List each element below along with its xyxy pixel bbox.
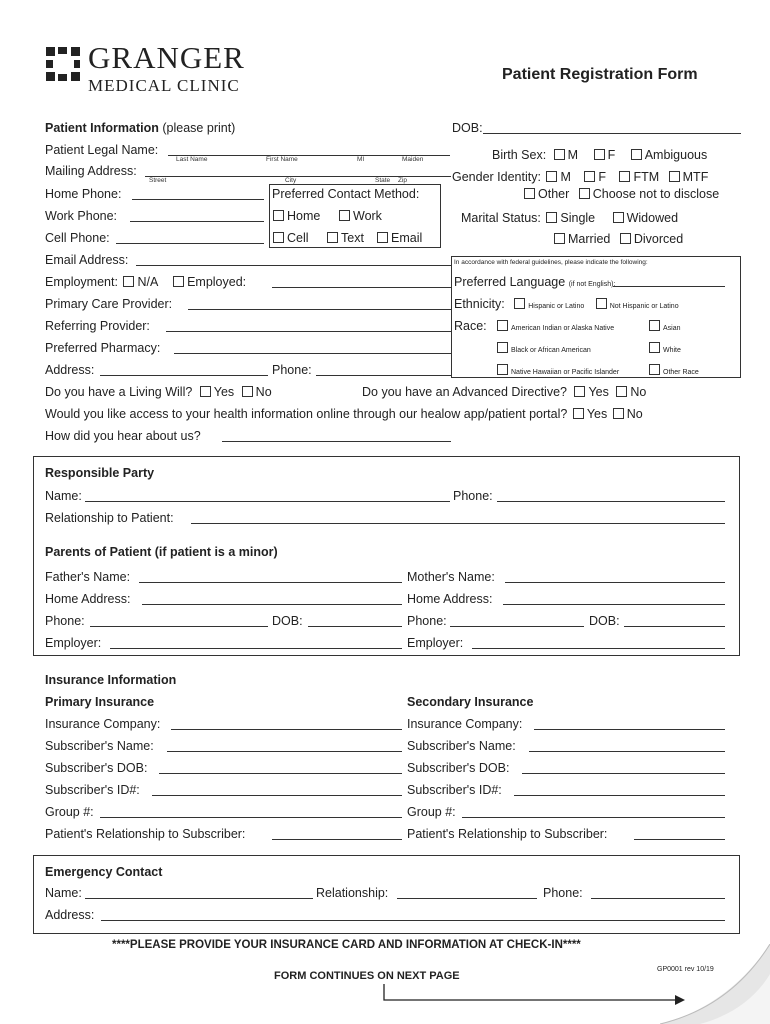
sub-street: Street: [149, 177, 167, 184]
form-title: Patient Registration Form: [502, 66, 698, 83]
rp-phone-label: Phone:: [453, 489, 493, 503]
hear-field[interactable]: [222, 441, 451, 442]
p-subname-label: Subscriber's Name:: [45, 739, 154, 753]
p-relationship-field[interactable]: [272, 839, 402, 840]
s-relationship-label: Patient's Relationship to Subscriber:: [407, 827, 608, 841]
mother-address-field[interactable]: [503, 604, 725, 605]
p-company-label: Insurance Company:: [45, 717, 161, 731]
check-in-notice: ****PLEASE PROVIDE YOUR INSURANCE CARD AND INFORMATION AT CHECK-IN****: [112, 939, 581, 951]
father-address-label: Home Address:: [45, 592, 131, 606]
advanced-directive-row: Do you have an Advanced Directive? Yes No: [362, 385, 647, 399]
pcp-field[interactable]: [188, 309, 451, 310]
ec-address-label: Address:: [45, 908, 95, 922]
pharmacy-phone-label: Phone:: [272, 363, 312, 377]
p-group-label: Group #:: [45, 805, 94, 819]
contact-option-email[interactable]: Email: [377, 231, 422, 245]
race-option-6[interactable]: Other Race: [649, 364, 699, 376]
checkbox-icon[interactable]: [546, 212, 557, 223]
ec-relationship-label: Relationship:: [316, 886, 389, 900]
emergency-title: Emergency Contact: [45, 865, 163, 879]
checkbox-icon[interactable]: [649, 320, 660, 331]
rp-name-label: Name:: [45, 489, 82, 503]
work-phone-field[interactable]: [130, 221, 264, 222]
arrow-right-icon: [383, 984, 693, 1006]
sub-city: City: [285, 177, 297, 184]
cell-phone-field[interactable]: [116, 243, 264, 244]
cell-phone-label: Cell Phone:: [45, 231, 110, 245]
p-group-field[interactable]: [100, 817, 402, 818]
checkbox-icon[interactable]: [497, 320, 508, 331]
s-company-field[interactable]: [534, 729, 725, 730]
checkbox-icon[interactable]: [584, 171, 595, 182]
p-relationship-label: Patient's Relationship to Subscriber:: [45, 827, 246, 841]
ec-name-label: Name:: [45, 886, 82, 900]
father-phone-field[interactable]: [90, 626, 268, 627]
sub-state: State: [375, 177, 391, 184]
rp-relationship-label: Relationship to Patient:: [45, 511, 174, 525]
home-phone-label: Home Phone:: [45, 187, 122, 201]
ethnicity-row: Ethnicity: Hispanic or Latino Not Hispanic or Latino: [454, 297, 679, 311]
birth-sex-row: Birth Sex: M F Ambiguous: [492, 148, 708, 162]
brand-name: GRANGER: [88, 40, 245, 75]
pharmacy-address-label: Address:: [45, 363, 95, 377]
race-option-3[interactable]: Black or African American: [497, 342, 591, 354]
mother-employer-field[interactable]: [472, 648, 725, 649]
sub-last-name: Last Name: [176, 156, 208, 163]
sub-zip: Zip: [398, 177, 408, 184]
checkbox-icon[interactable]: [497, 364, 508, 375]
ec-phone-label: Phone:: [543, 886, 583, 900]
s-subid-label: Subscriber's ID#:: [407, 783, 502, 797]
form-code: GP0001 rev 10/19: [657, 966, 714, 973]
checkbox-icon[interactable]: [339, 210, 350, 221]
checkbox-icon[interactable]: [554, 233, 565, 244]
work-phone-label: Work Phone:: [45, 209, 118, 223]
p-subdob-field[interactable]: [159, 773, 402, 774]
race-label: Race:: [454, 319, 487, 333]
sub-first-name: First Name: [266, 156, 298, 163]
race-option-1[interactable]: American Indian or Alaska Native: [497, 320, 614, 332]
checkbox-icon[interactable]: [242, 386, 253, 397]
race-option-4[interactable]: White: [649, 342, 681, 354]
language-row: Preferred Language (if not English):: [454, 275, 616, 289]
checkbox-icon[interactable]: [631, 149, 642, 160]
checkbox-icon[interactable]: [620, 233, 631, 244]
checkbox-icon[interactable]: [514, 298, 525, 309]
demographics-note: In accordance with federal guidelines, please indicate the following:: [454, 259, 648, 266]
checkbox-icon[interactable]: [173, 276, 184, 287]
ec-name-field[interactable]: [85, 898, 313, 899]
patient-info-heading: Patient Information (please print): [45, 121, 236, 135]
checkbox-icon[interactable]: [273, 232, 284, 243]
father-field[interactable]: [139, 582, 402, 583]
employer-field[interactable]: [272, 287, 451, 288]
p-subname-field[interactable]: [167, 751, 402, 752]
s-subname-field[interactable]: [529, 751, 725, 752]
mother-phone-label: Phone:: [407, 614, 447, 628]
checkbox-icon[interactable]: [524, 188, 535, 199]
mother-dob-field[interactable]: [624, 626, 725, 627]
mother-employer-label: Employer:: [407, 636, 464, 650]
contact-option-cell[interactable]: Cell: [273, 231, 309, 245]
mother-address-label: Home Address:: [407, 592, 493, 606]
checkbox-icon[interactable]: [200, 386, 211, 397]
contact-method-title: Preferred Contact Method:: [272, 187, 420, 201]
sub-mi: MI: [357, 156, 365, 163]
checkbox-icon[interactable]: [377, 232, 388, 243]
checkbox-icon[interactable]: [594, 149, 605, 160]
mother-label: Mother's Name:: [407, 570, 495, 584]
checkbox-icon[interactable]: [574, 386, 585, 397]
checkbox-icon[interactable]: [613, 408, 624, 419]
checkbox-icon[interactable]: [613, 212, 624, 223]
checkbox-icon[interactable]: [273, 210, 284, 221]
father-label: Father's Name:: [45, 570, 131, 584]
checkbox-icon[interactable]: [616, 386, 627, 397]
ec-address-field[interactable]: [101, 920, 725, 921]
checkbox-icon[interactable]: [497, 342, 508, 353]
pharmacy-field[interactable]: [174, 353, 451, 354]
living-will-row: Do you have a Living Will? Yes No: [45, 385, 272, 399]
pcp-label: Primary Care Provider:: [45, 297, 173, 311]
checkbox-icon[interactable]: [669, 171, 680, 182]
marital-row: Marital Status: Single Widowed: [461, 211, 679, 225]
p-subdob-label: Subscriber's DOB:: [45, 761, 148, 775]
checkbox-icon[interactable]: [649, 342, 660, 353]
rp-relationship-field[interactable]: [191, 523, 725, 524]
s-group-label: Group #:: [407, 805, 456, 819]
p-subid-label: Subscriber's ID#:: [45, 783, 140, 797]
mother-phone-field[interactable]: [450, 626, 584, 627]
dob-field[interactable]: [483, 133, 741, 134]
s-subname-label: Subscriber's Name:: [407, 739, 516, 753]
referring-label: Referring Provider:: [45, 319, 150, 333]
home-phone-field[interactable]: [132, 199, 264, 200]
s-subid-field[interactable]: [514, 795, 725, 796]
mailing-label: Mailing Address:: [45, 164, 137, 178]
s-group-field[interactable]: [462, 817, 725, 818]
pharmacy-phone-field[interactable]: [316, 375, 451, 376]
email-label: Email Address:: [45, 253, 129, 267]
father-dob-label: DOB:: [272, 614, 303, 628]
p-subid-field[interactable]: [152, 795, 402, 796]
checkbox-icon[interactable]: [123, 276, 134, 287]
p-company-field[interactable]: [171, 729, 402, 730]
father-employer-field[interactable]: [110, 648, 402, 649]
mother-field[interactable]: [505, 582, 725, 583]
referring-field[interactable]: [166, 331, 451, 332]
primary-title: Primary Insurance: [45, 695, 155, 709]
responsible-title: Responsible Party: [45, 466, 155, 480]
father-phone-label: Phone:: [45, 614, 85, 628]
checkbox-icon[interactable]: [573, 408, 584, 419]
marital-row-2: Married Divorced: [554, 232, 683, 246]
pharmacy-label: Preferred Pharmacy:: [45, 341, 161, 355]
s-relationship-field[interactable]: [634, 839, 725, 840]
pharmacy-address-field[interactable]: [100, 375, 268, 376]
brand-subtitle: MEDICAL CLINIC: [88, 76, 240, 95]
checkbox-icon[interactable]: [327, 232, 338, 243]
insurance-title: Insurance Information: [45, 673, 177, 687]
ec-relationship-field[interactable]: [397, 898, 537, 899]
race-option-2[interactable]: Asian: [649, 320, 681, 332]
mother-dob-label: DOB:: [589, 614, 620, 628]
hear-label: How did you hear about us?: [45, 429, 201, 443]
secondary-title: Secondary Insurance: [407, 695, 534, 709]
contact-option-work[interactable]: Work: [339, 209, 382, 223]
legal-name-label: Patient Legal Name:: [45, 143, 159, 157]
s-company-label: Insurance Company:: [407, 717, 523, 731]
portal-row: Would you like access to your health information online through our healow app/patient portal? Yes No: [45, 407, 643, 421]
contact-option-text[interactable]: Text: [327, 231, 364, 245]
checkbox-icon[interactable]: [619, 171, 630, 182]
language-field[interactable]: [613, 286, 725, 287]
father-employer-label: Employer:: [45, 636, 102, 650]
email-field[interactable]: [136, 265, 451, 266]
rp-name-field[interactable]: [85, 501, 450, 502]
checkbox-icon[interactable]: [546, 171, 557, 182]
sub-maiden: Maiden: [402, 156, 424, 163]
gender-row-2: Other Choose not to disclose: [524, 187, 719, 201]
parents-title: Parents of Patient (if patient is a minor): [45, 545, 278, 559]
gender-row: Gender Identity: M F FTM MTF: [452, 170, 709, 184]
employment-row: Employment: N/A Employed:: [45, 275, 247, 289]
dob-label: DOB:: [452, 121, 483, 135]
page-curl-icon: [660, 944, 770, 1024]
ec-phone-field[interactable]: [591, 898, 725, 899]
father-dob-field[interactable]: [308, 626, 402, 627]
checkbox-icon[interactable]: [579, 188, 590, 199]
rp-phone-field[interactable]: [497, 501, 725, 502]
s-subdob-field[interactable]: [522, 773, 725, 774]
form-continues: FORM CONTINUES ON NEXT PAGE: [274, 970, 460, 982]
race-option-5[interactable]: Native Hawaiian or Pacific Islander: [497, 364, 619, 376]
checkbox-icon[interactable]: [554, 149, 565, 160]
s-subdob-label: Subscriber's DOB:: [407, 761, 510, 775]
contact-option-home[interactable]: Home: [273, 209, 320, 223]
father-address-field[interactable]: [142, 604, 402, 605]
checkbox-icon[interactable]: [649, 364, 660, 375]
checkbox-icon[interactable]: [596, 298, 607, 309]
